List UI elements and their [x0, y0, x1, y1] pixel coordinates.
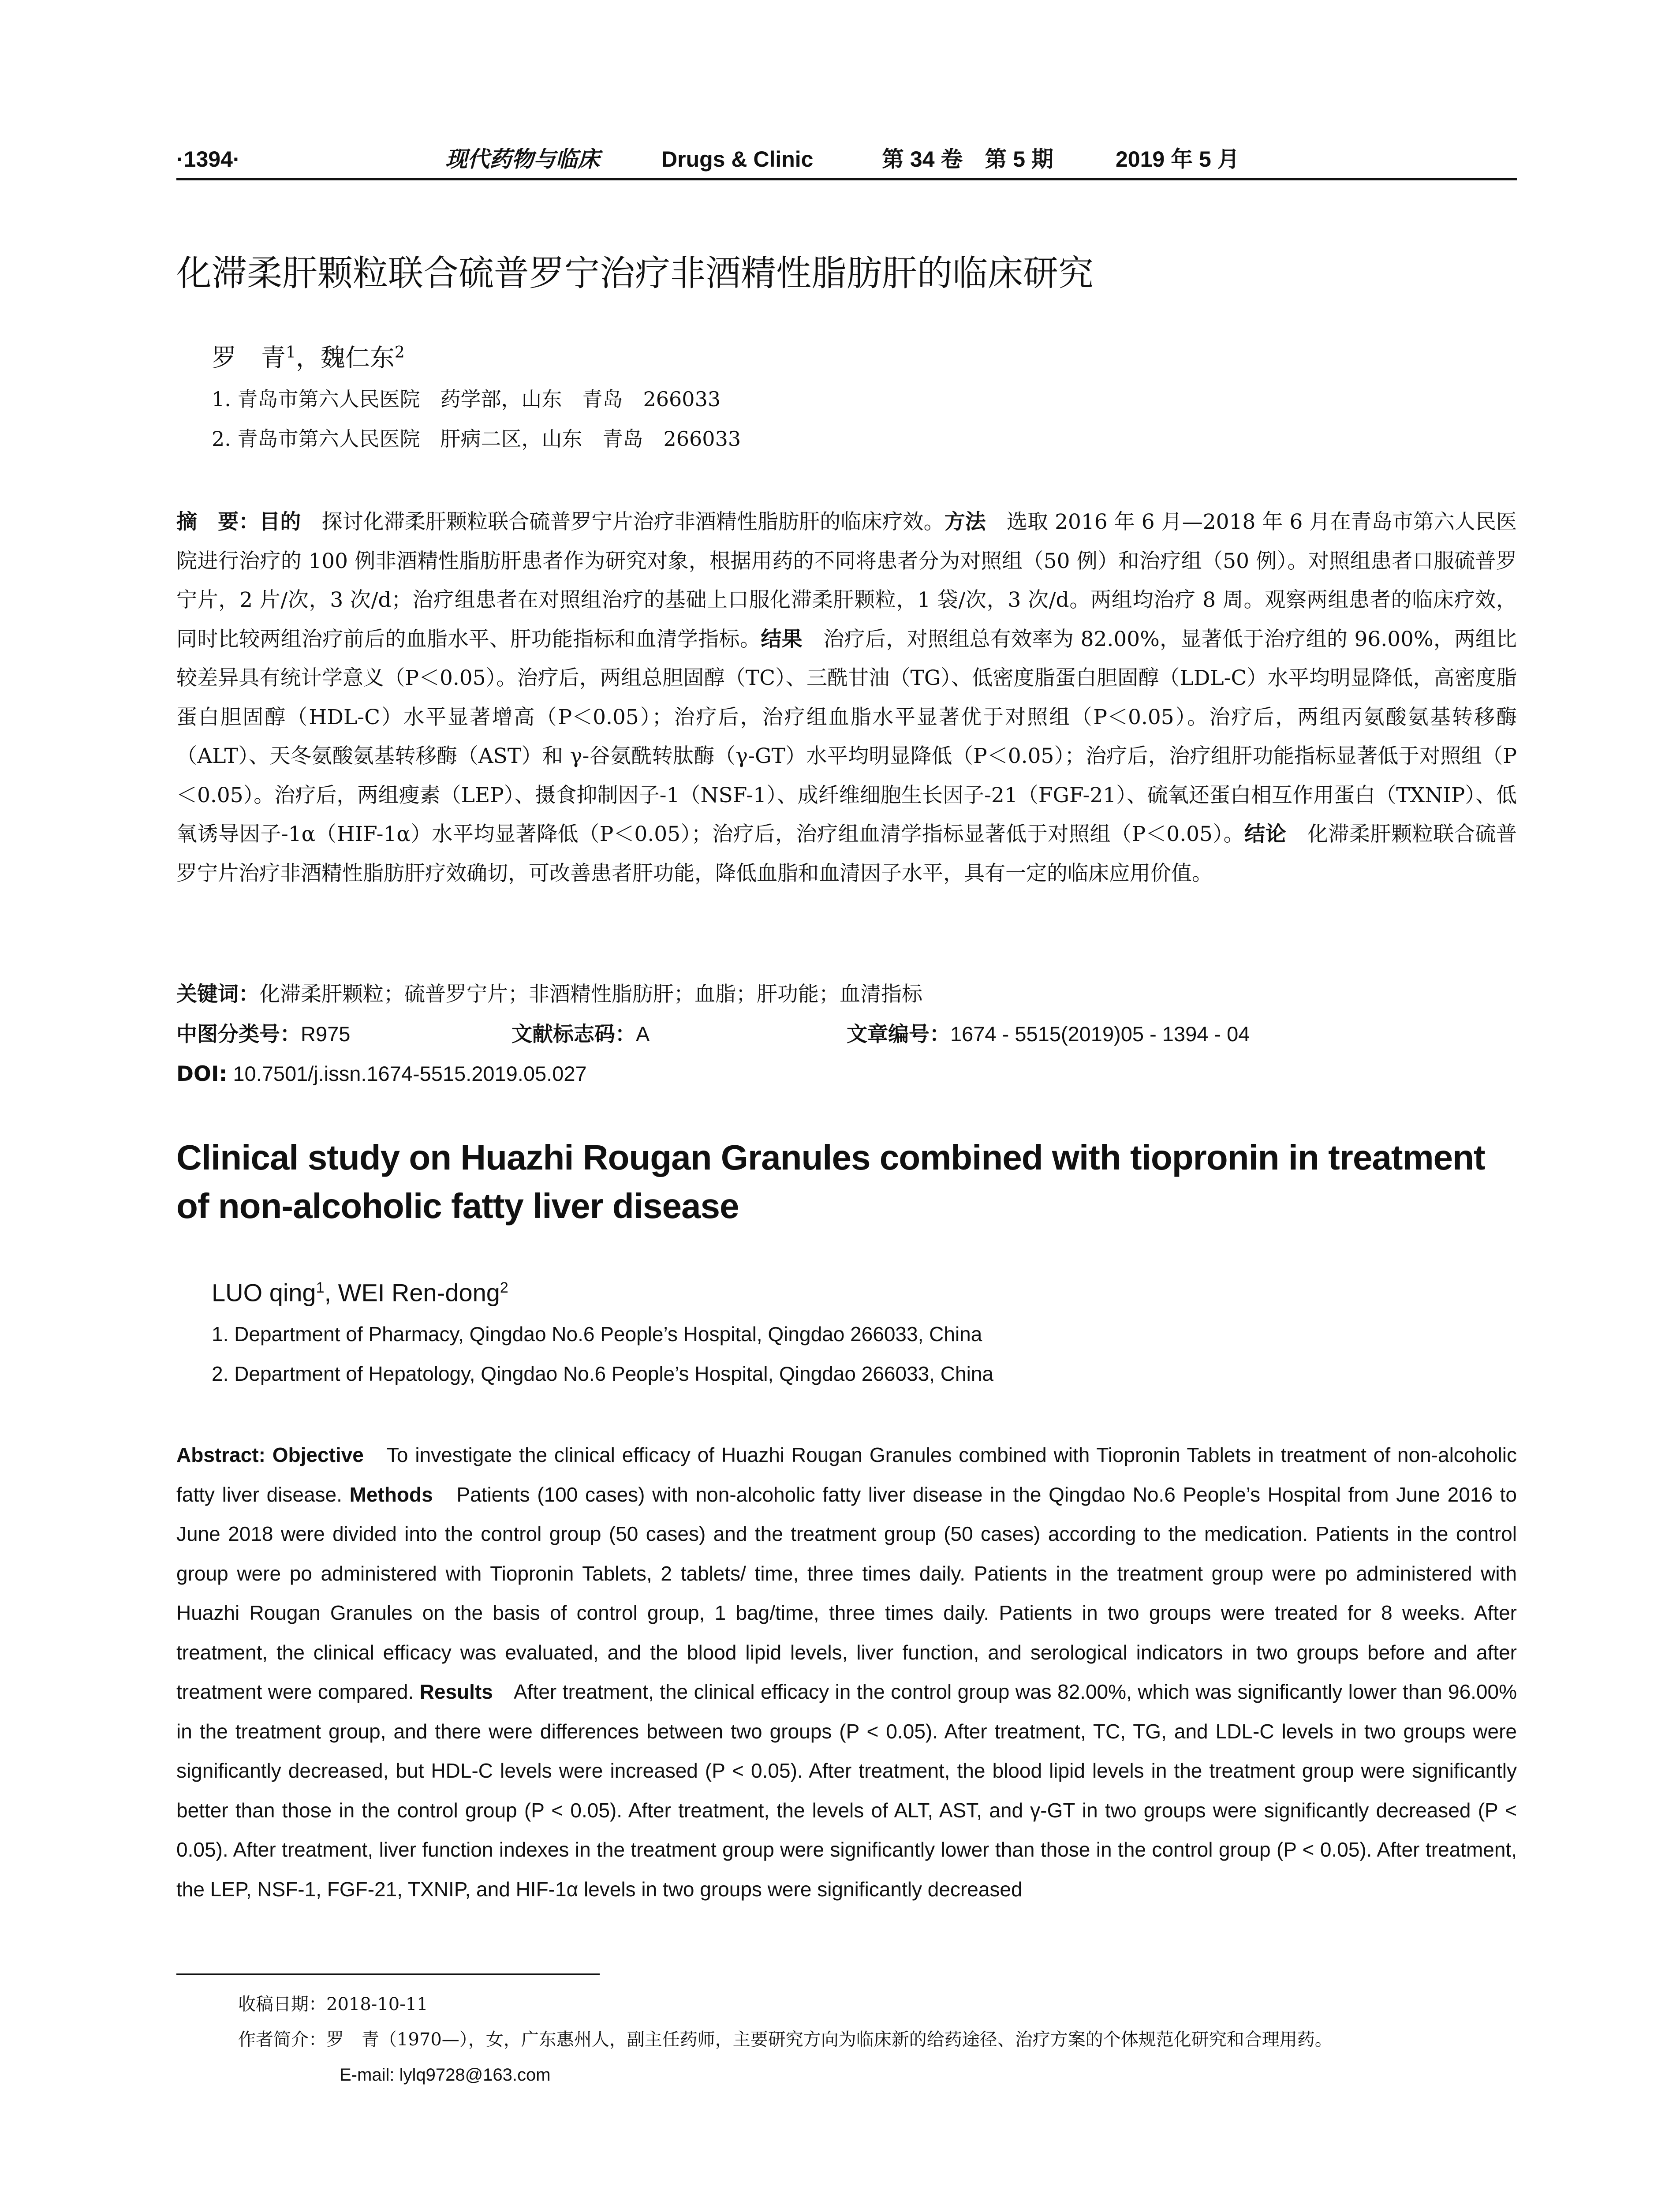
affiliation-cn-2: 2. 青岛市第六人民医院 肝病二区，山东 青岛 266033	[212, 427, 741, 451]
author-2: 魏仁东	[320, 344, 395, 373]
page-number: ·1394·	[176, 147, 240, 172]
keywords-cn	[176, 977, 922, 1012]
clc-value: R975	[301, 1022, 351, 1046]
authors-en	[212, 1270, 508, 1311]
author-en-separator: ,	[324, 1278, 338, 1307]
methods-text-en: Patients (100 cases) with non-alcoholic fatty liver disease in the Qingdao No.6 People’s Hospital from June 2016 to June 2018 were divided into the control group (50 cases) and the treatment group (50 cases) according to the medication. Patients in the control group were po administered with Tiopronin Tablets, 2 tablets/ time, three times daily. Patients in the treatment group were po administered with Huazhi Rougan Granules on the basis of control group, 1 bag/time, three times daily. Patients in two groups were treated for 8 weeks. After treatment, the clinical efficacy was evaluated, and the blood lipid levels, liver function, and serological indicators in two groups before and after treatment were compared.	[176, 1483, 1517, 1703]
volume-issue: 第 34 卷 第 5 期	[882, 147, 1053, 172]
author-email: E-mail: lylq9728@163.com	[340, 2065, 551, 2085]
affiliation-en-2: 2. Department of Hepatology, Qingdao No.6 People’s Hospital, Qingdao 266033, China	[212, 1362, 993, 1385]
abstract-cn	[176, 503, 1517, 893]
doi-value: 10.7501/j.issn.1674-5515.2019.05.027	[227, 1062, 587, 1085]
abstract-label: 摘 要：	[176, 510, 260, 534]
methods-label: 方法	[944, 510, 986, 534]
keywords-text: 化滞柔肝颗粒；硫普罗宁片；非酒精性脂肪肝；血脂；肝功能；血清指标	[259, 982, 922, 1006]
conclusion-label: 结论	[1244, 822, 1287, 846]
clc-label: 中图分类号：	[176, 1022, 301, 1046]
article-title-cn: 化滞柔肝颗粒联合硫普罗宁治疗非酒精性脂肪肝的临床研究	[176, 253, 1094, 294]
article-number-value: 1674 - 5515(2019)05 - 1394 - 04	[950, 1022, 1250, 1046]
keywords-label: 关键词：	[176, 982, 259, 1006]
author-separator: ，	[295, 344, 321, 373]
author-2-affiliation: 2	[394, 344, 405, 362]
methods-label-en: Methods	[349, 1483, 433, 1506]
doc-code-label: 文献标志码：	[511, 1022, 636, 1046]
results-text: 治疗后，对照组总有效率为 82.00%，显著低于治疗组的 96.00%，两组比较差异具有统计学意义（P＜0.05）。治疗后，两组总胆固醇（TC）、三酰甘油（TG）、低密度脂蛋白胆固醇（LDL-C）水平均明显降低，高密度脂蛋白胆固醇（HDL-C）水平显著增高（P＜0.05）；治疗后，治疗组血脂水平显著优于对照组（P＜0.05）。治疗后，两组丙氨酸氨基转移酶（ALT）、天冬氨酸氨基转移酶（AST）和 γ-谷氨酰转肽酶（γ-GT）水平均明显降低（P＜0.05）；治疗后，治疗组肝功能指标显著低于对照组（P＜0.05）。治疗后，两组瘦素（LEP）、摄食抑制因子-1（NSF-1）、成纤维细胞生长因子-21（FGF-21）、硫氧还蛋白相互作用蛋白（TXNIP）、低氧诱导因子-1α（HIF-1α）水平均显著降低（P＜0.05）；治疗后，治疗组血清学指标显著低于对照组（P＜0.05）。	[176, 627, 1517, 846]
affiliation-en-1: 1. Department of Pharmacy, Qingdao No.6 People’s Hospital, Qingdao 266033, China	[212, 1323, 982, 1345]
journal-name-en: Drugs & Clinic	[661, 147, 814, 172]
authors-cn	[212, 335, 405, 376]
results-text-en: After treatment, the clinical efficacy in the control group was 82.00%, which was significantly lower than 96.00% in the treatment group, and there were differences between two groups (P < 0.05). After treatment, TC, TG, and LDL-C levels in two groups were significantly decreased, but HDL-C levels were increased (P < 0.05). After treatment, the blood lipid levels in the treatment group were significantly better than those in the control group (P < 0.05). After treatment, the levels of ALT, AST, and γ-GT in two groups were significantly decreased (P < 0.05). After treatment, liver function indexes in the treatment group were significantly lower than those in the control group (P < 0.05). After treatment, the LEP, NSF-1, FGF-21, TXNIP, and HIF-1α levels in two groups were significantly decreased	[176, 1680, 1517, 1901]
article-title-en: Clinical study on Huazhi Rougan Granules combined with tiopronin in treatment of non-alcoholic fatty liver disease	[176, 1138, 1485, 1226]
doi-line	[176, 1056, 587, 1092]
classification-line	[176, 1017, 1250, 1052]
footnote-rule	[176, 1973, 600, 1975]
abstract-en	[176, 1435, 1517, 1909]
author-bio: 作者简介：罗 青（1970—），女，广东惠州人，副主任药师，主要研究方向为临床新的给药途径、治疗方案的个体规范化研究和合理用药。	[238, 2029, 1333, 2050]
methods-text: 选取 2016 年 6 月—2018 年 6 月在青岛市第六人民医院进行治疗的 100 例非酒精性脂肪肝患者作为研究对象，根据用药的不同将患者分为对照组（50 例）和治疗组（50 例）。对照组患者口服硫普罗宁片，2 片/次，3 次/d；治疗组患者在对照组治疗的基础上口服化滞柔肝颗粒，1 袋/次，3 次/d。两组均治疗 8 周。观察两组患者的临床疗效，同时比较两组治疗前后的血脂水平、肝功能指标和血清学指标。	[176, 510, 1517, 651]
author-2-en-affiliation: 2	[500, 1279, 508, 1296]
running-header	[176, 140, 1517, 180]
issue-date: 2019 年 5 月	[1116, 147, 1239, 172]
doi-label: DOI:	[176, 1062, 228, 1086]
results-label-en: Results	[419, 1680, 493, 1703]
objective-text: 探讨化滞柔肝颗粒联合硫普罗宁片治疗非酒精性脂肪肝的临床疗效。	[301, 510, 945, 534]
journal-name-cn: 现代药物与临床	[445, 146, 600, 172]
doc-code-value: A	[636, 1022, 650, 1046]
results-label: 结果	[761, 627, 803, 651]
received-date: 收稿日期：2018-10-11	[238, 1994, 428, 2014]
objective-label: 目的	[259, 510, 301, 534]
author-1-en: LUO qing	[212, 1278, 316, 1307]
author-1: 罗 青	[212, 344, 286, 373]
affiliation-cn-1: 1. 青岛市第六人民医院 药学部，山东 青岛 266033	[212, 387, 721, 411]
article-number-label: 文章编号：	[847, 1022, 950, 1046]
objective-label-en: Abstract: Objective	[176, 1443, 364, 1466]
author-1-affiliation: 1	[286, 344, 296, 362]
conclusion-text: 化滞柔肝颗粒联合硫普罗宁片治疗非酒精性脂肪肝疗效确切，可改善患者肝功能，降低血脂和血清因子水平，具有一定的临床应用价值。	[176, 822, 1517, 886]
author-1-en-affiliation: 1	[316, 1279, 325, 1296]
objective-text-en: To investigate the clinical efficacy of Huazhi Rougan Granules combined with Tiopronin Tablets in treatment of non-alcoholic fatty liver disease.	[176, 1443, 1517, 1506]
author-2-en: WEI Ren-dong	[338, 1278, 500, 1307]
